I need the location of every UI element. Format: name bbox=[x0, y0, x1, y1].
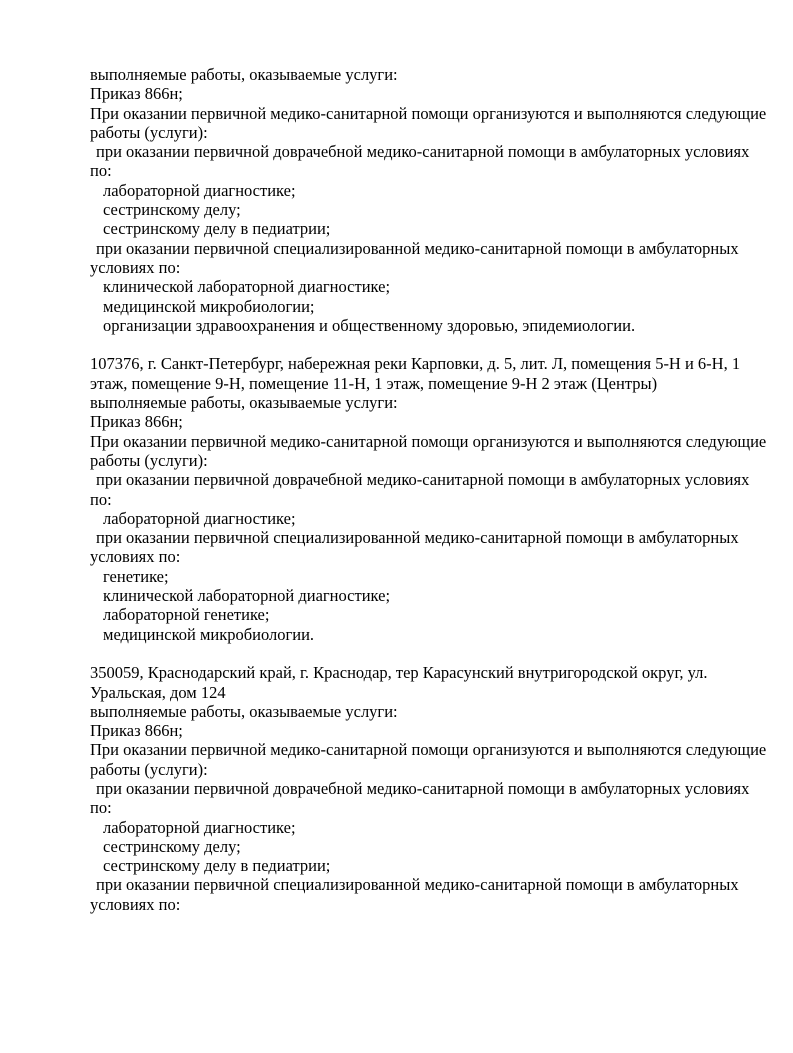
text-line: сестринскому делу; bbox=[103, 200, 241, 220]
text-line: При оказании первичной медико-санитарной помощи организуются и выполняются следующие bbox=[90, 740, 767, 760]
services-block-2-spb bbox=[90, 354, 767, 644]
text-line: 350059, Краснодарский край, г. Краснодар, тер Карасунский внутригородской округ, ул. bbox=[90, 663, 708, 683]
text-line: выполняемые работы, оказываемые услуги: bbox=[90, 393, 398, 413]
text-line: работы (услуги): bbox=[90, 122, 208, 142]
text-line: 107376, г. Санкт-Петербург, набережная реки Карповки, д. 5, лит. Л, помещения 5-Н и 6-Н, 1 bbox=[90, 354, 741, 374]
text-line: условиях по: bbox=[90, 257, 181, 277]
text-line: медицинской микробиологии; bbox=[103, 296, 315, 316]
text-line: при оказании первичной специализированной медико-санитарной помощи в амбулаторных bbox=[96, 238, 739, 258]
text-line: сестринскому делу в педиатрии; bbox=[103, 219, 331, 239]
services-block-1 bbox=[90, 65, 767, 335]
text-line: выполняемые работы, оказываемые услуги: bbox=[90, 701, 398, 721]
text-line: клинической лабораторной диагностике; bbox=[103, 586, 391, 606]
text-line: по: bbox=[90, 161, 112, 181]
text-line: Приказ 866н; bbox=[90, 412, 183, 432]
text-line: по: bbox=[90, 489, 112, 509]
text-line: при оказании первичной доврачебной медико-санитарной помощи в амбулаторных условиях bbox=[96, 470, 750, 490]
text-line: При оказании первичной медико-санитарной помощи организуются и выполняются следующие bbox=[90, 431, 767, 451]
text-line: лабораторной генетике; bbox=[103, 605, 270, 625]
text-line: при оказании первичной доврачебной медико-санитарной помощи в амбулаторных условиях bbox=[96, 778, 750, 798]
services-block-3-krasnodar bbox=[90, 663, 767, 914]
text-line: лабораторной диагностике; bbox=[103, 180, 296, 200]
text-line: этаж, помещение 9-Н, помещение 11-Н, 1 этаж, помещение 9-Н 2 этаж (Центры) bbox=[90, 373, 658, 393]
text-line: Приказ 866н; bbox=[90, 721, 183, 741]
text-line: При оказании первичной медико-санитарной помощи организуются и выполняются следующие bbox=[90, 103, 767, 123]
text-line: сестринскому делу; bbox=[103, 836, 241, 856]
text-line: условиях по: bbox=[90, 894, 181, 914]
text-line: работы (услуги): bbox=[90, 759, 208, 779]
text-line: Уральская, дом 124 bbox=[90, 682, 226, 702]
text-line: работы (услуги): bbox=[90, 450, 208, 470]
text-line: условиях по: bbox=[90, 547, 181, 567]
text-line: генетике; bbox=[103, 566, 169, 586]
text-line: по: bbox=[90, 798, 112, 818]
text-line: лабораторной диагностике; bbox=[103, 817, 296, 837]
text-line: при оказании первичной специализированной медико-санитарной помощи в амбулаторных bbox=[96, 528, 739, 548]
text-line: сестринскому делу в педиатрии; bbox=[103, 856, 331, 876]
text-line: медицинской микробиологии. bbox=[103, 624, 315, 644]
text-line: выполняемые работы, оказываемые услуги: bbox=[90, 65, 398, 84]
text-line: при оказании первичной доврачебной медико-санитарной помощи в амбулаторных условиях bbox=[96, 142, 750, 162]
text-line: клинической лабораторной диагностике; bbox=[103, 277, 391, 297]
text-line: при оказании первичной специализированной медико-санитарной помощи в амбулаторных bbox=[96, 875, 739, 895]
text-line: Приказ 866н; bbox=[90, 84, 183, 104]
text-line: организации здравоохранения и общественному здоровью, эпидемиологии. bbox=[103, 315, 636, 335]
text-line: лабораторной диагностике; bbox=[103, 508, 296, 528]
